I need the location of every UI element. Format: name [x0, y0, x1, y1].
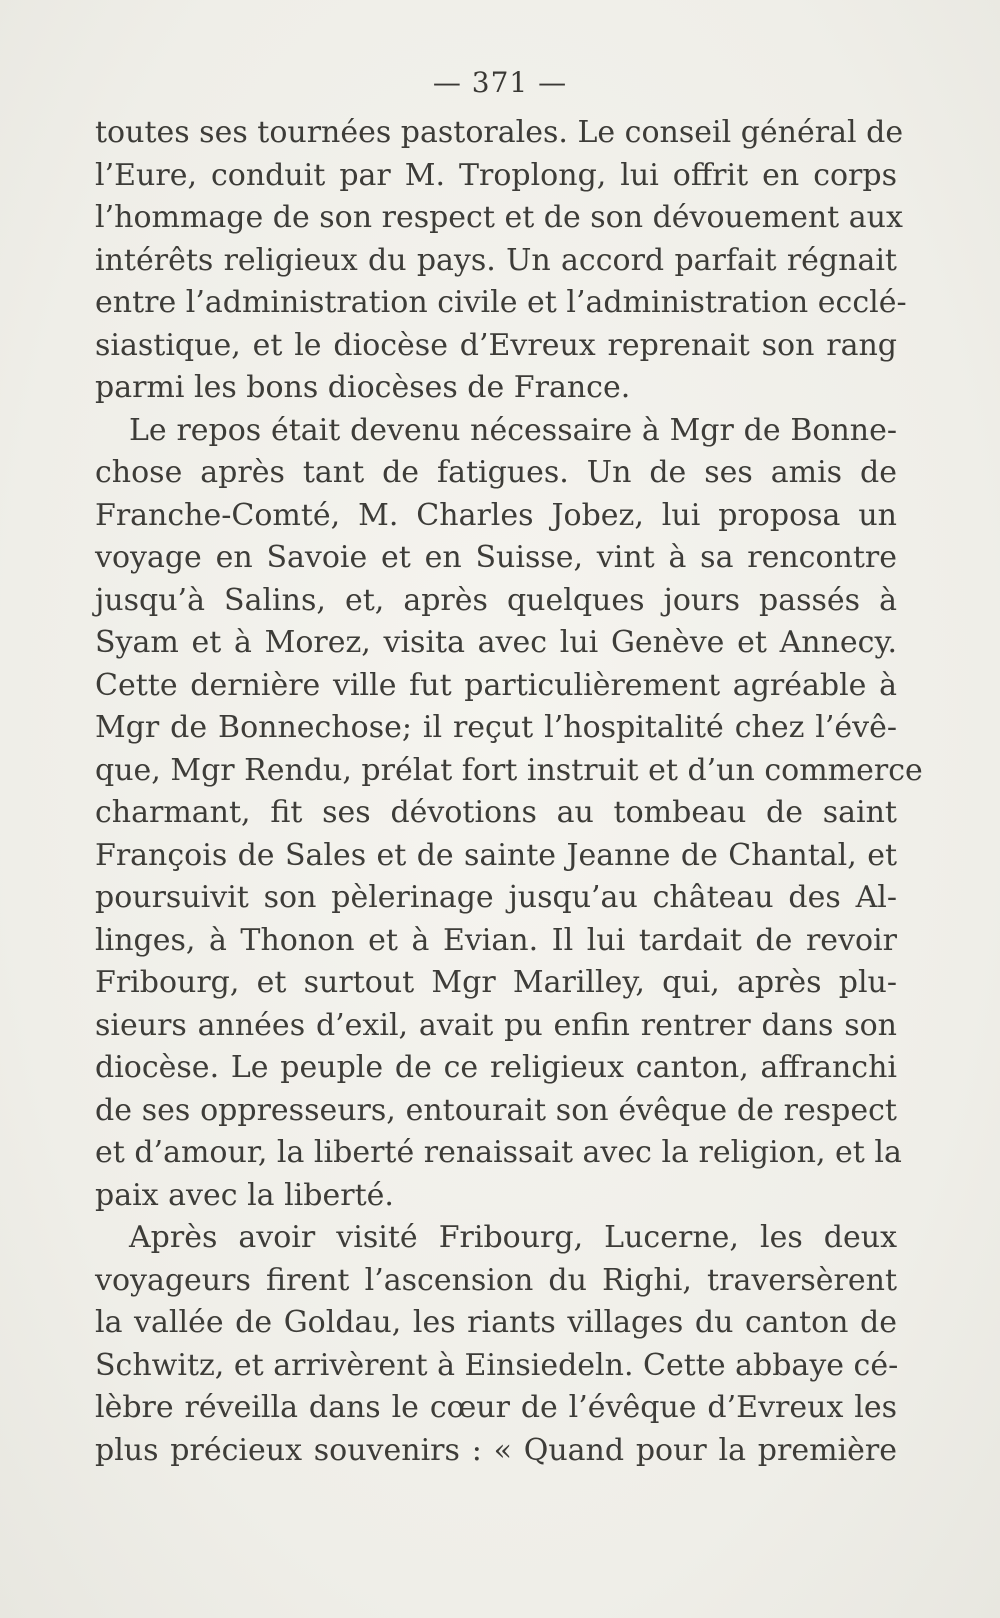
text-line: l’hommage de son respect et de son dévouement aux	[95, 200, 903, 235]
text-line: plus précieux souvenirs : « Quand pour la première	[95, 1432, 897, 1468]
text-line: Mgr de Bonnechose; il reçut l’hospitalité chez l’évê-	[95, 710, 897, 745]
text-line: poursuivit son pèlerinage jusqu’au château des Al-	[95, 880, 897, 915]
text-line: toutes ses tournées pastorales. Le conseil général de	[95, 115, 904, 150]
text-line: voyage en Savoie et en Suisse, vint à sa rencontre	[95, 540, 897, 575]
text-line: entre l’administration civile et l’administration ecclé-	[95, 285, 907, 320]
text-line: Fribourg, et surtout Mgr Marilley, qui, après plu-	[95, 965, 897, 1000]
text-line: de ses oppresseurs, entourait son évêque de respect	[95, 1092, 897, 1128]
page-number: — 371 —	[432, 66, 568, 99]
text-line: que, Mgr Rendu, prélat fort instruit et d’un commerce	[95, 752, 923, 788]
text-line: la vallée de Goldau, les riants villages du canton de	[95, 1305, 897, 1340]
text-line: chose après tant de fatigues. Un de ses amis de	[95, 455, 897, 490]
text-line: l’Eure, conduit par M. Troplong, lui offrit en corps	[95, 157, 897, 193]
text-line: Cette dernière ville fut particulièrement agréable à	[95, 667, 897, 703]
text-line: paix avec la liberté.	[95, 1177, 394, 1213]
text-line: François de Sales et de sainte Jeanne de Chantal, et	[95, 837, 897, 873]
text-line: et d’amour, la liberté renaissait avec la religion, et la	[95, 1135, 902, 1170]
text-line: diocèse. Le peuple de ce religieux canton, affranchi	[95, 1050, 897, 1085]
text-line: intérêts religieux du pays. Un accord parfait régnait	[95, 242, 897, 278]
text-line: Schwitz, et arrivèrent à Einsiedeln. Cette abbaye cé-	[95, 1347, 899, 1383]
text-line: jusqu’à Salins, et, après quelques jours passés à	[95, 582, 897, 618]
text-line: lèbre réveilla dans le cœur de l’évêque d’Evreux les	[95, 1390, 897, 1425]
text-line: voyageurs firent l’ascension du Righi, traversèrent	[95, 1262, 897, 1298]
text-line: sieurs années d’exil, avait pu enfin rentrer dans son	[95, 1007, 897, 1043]
text-line: linges, à Thonon et à Evian. Il lui tardait de revoir	[95, 922, 897, 958]
text-line: Syam et à Morez, visita avec lui Genève et Annecy.	[95, 625, 897, 660]
text-line: Le repos était devenu nécessaire à Mgr de Bonne-	[129, 412, 897, 448]
body-text	[95, 112, 923, 1472]
text-line: parmi les bons diocèses de France.	[95, 370, 631, 405]
text-line: charmant, fit ses dévotions au tombeau de saint	[95, 795, 897, 830]
text-line: siastique, et le diocèse d’Evreux reprenait son rang	[95, 327, 897, 363]
text-line: Après avoir visité Fribourg, Lucerne, les deux	[129, 1220, 897, 1255]
text-line: Franche-Comté, M. Charles Jobez, lui proposa un	[95, 497, 897, 533]
